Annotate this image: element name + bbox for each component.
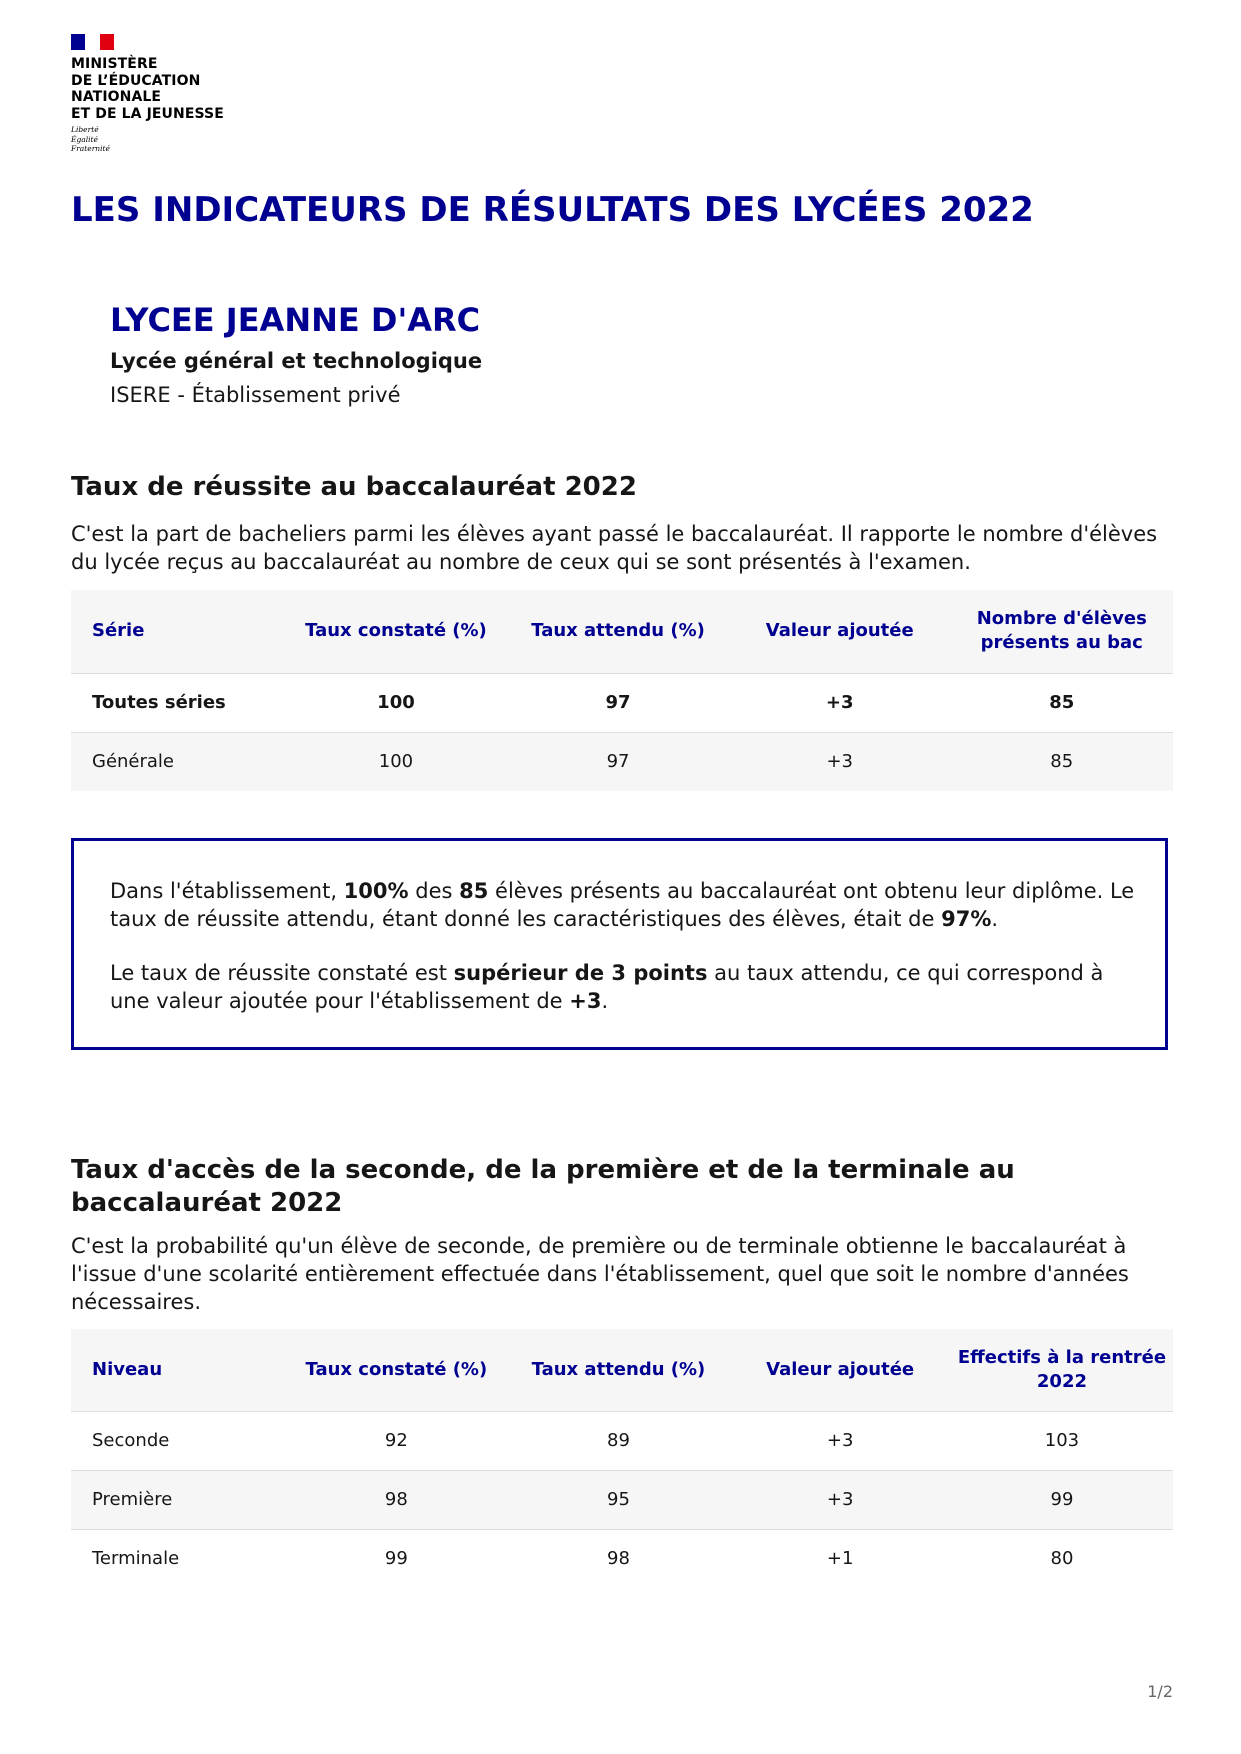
summary-text: Dans l'établissement, <box>110 879 344 903</box>
table-cell: 80 <box>951 1529 1173 1588</box>
summary-box <box>71 838 1168 1050</box>
ministry-line: DE L’ÉDUCATION <box>71 72 201 89</box>
republic-flag-logo <box>71 34 114 50</box>
section-title-acces: Taux d'accès de la seconde, de la première et de la terminale au baccalauréat 2022 <box>71 1155 1015 1218</box>
table-cell: 89 <box>508 1411 730 1470</box>
reussite-table <box>71 590 1173 791</box>
column-header: Valeur ajoutée <box>729 590 951 673</box>
table-cell: Toutes séries <box>71 673 285 732</box>
column-header: Taux attendu (%) <box>508 1329 730 1411</box>
table-cell: 95 <box>508 1470 730 1529</box>
motto-line: Fraternité <box>71 144 110 153</box>
column-header: Niveau <box>71 1329 285 1411</box>
table-cell: +3 <box>729 1411 951 1470</box>
column-header: Taux attendu (%) <box>507 590 729 673</box>
table-cell: 85 <box>951 673 1174 732</box>
column-header: Taux constaté (%) <box>285 590 507 673</box>
ministry-line: MINISTÈRE <box>71 56 158 72</box>
column-header: Valeur ajoutée <box>729 1329 951 1411</box>
flag-red-stripe <box>100 34 114 50</box>
summary-paragraph <box>110 959 1140 1015</box>
table-cell: Seconde <box>71 1411 285 1470</box>
table-cell: Terminale <box>71 1529 285 1588</box>
table-header-row <box>71 590 1173 673</box>
table-cell: +1 <box>729 1529 951 1588</box>
table-cell: 97 <box>507 732 729 791</box>
section-description-acces: C'est la probabilité qu'un élève de seconde, de première ou de terminale obtienne le baccalauréat à l'issue d'une scolarité entièrement effectuée dans l'établissement, quel que soit le nombre d'années nécessaires. <box>71 1234 1129 1314</box>
ministry-line: ET DE LA JEUNESSE <box>71 105 224 122</box>
table-row <box>71 1411 1173 1470</box>
summary-bold: 85 <box>459 879 489 903</box>
motto-line: Liberté <box>71 125 99 134</box>
table-row <box>71 732 1173 791</box>
table-cell: +3 <box>729 732 951 791</box>
column-header: Taux constaté (%) <box>285 1329 507 1411</box>
acces-table <box>71 1329 1173 1588</box>
section-description-reussite: C'est la part de bacheliers parmi les élèves ayant passé le baccalauréat. Il rapporte le nombre d'élèves du lycée reçus au baccalauréat au nombre de ceux qui se sont présentés à l'examen. <box>71 522 1158 574</box>
table-cell: Première <box>71 1470 285 1529</box>
summary-text: des <box>408 879 460 903</box>
summary-bold: +3 <box>569 989 602 1013</box>
summary-text: au taux attendu, ce qui correspond à une valeur ajoutée pour l'établissement de <box>110 961 1104 1013</box>
table-cell: 100 <box>285 673 507 732</box>
school-location: ISERE - Établissement privé <box>110 383 401 407</box>
table-row <box>71 673 1173 732</box>
summary-bold: 97% <box>941 907 992 931</box>
column-header: Nombre d'élèves présents au bac <box>951 590 1174 673</box>
table-cell: 103 <box>951 1411 1173 1470</box>
summary-bold: 100% <box>343 879 409 903</box>
summary-bold: supérieur de 3 points <box>453 961 708 985</box>
table-cell: 85 <box>951 732 1174 791</box>
summary-text: élèves présents au baccalauréat ont obtenu leur diplôme. Le taux de réussite attendu, étant donné les caractéristiques des élèves, était de <box>110 879 1135 931</box>
republic-motto <box>71 125 110 154</box>
summary-text: . <box>601 989 609 1013</box>
ministry-name <box>71 56 271 122</box>
summary-paragraph <box>110 877 1140 933</box>
column-header: Série <box>71 590 285 673</box>
table-cell: 100 <box>285 732 507 791</box>
ministry-line: NATIONALE <box>71 89 162 105</box>
table-cell: Générale <box>71 732 285 791</box>
section-title-reussite: Taux de réussite au baccalauréat 2022 <box>71 472 637 502</box>
table-cell: +3 <box>729 1470 951 1529</box>
flag-blue-stripe <box>71 34 85 50</box>
page-title: LES INDICATEURS DE RÉSULTATS DES LYCÉES 2022 <box>71 190 1034 230</box>
table-cell: +3 <box>729 673 951 732</box>
table-row <box>71 1529 1173 1588</box>
summary-text: Le taux de réussite constaté est <box>110 961 454 985</box>
column-header: Effectifs à la rentrée 2022 <box>951 1329 1173 1411</box>
school-type: Lycée général et technologique <box>110 349 483 373</box>
table-header-row <box>71 1329 1173 1411</box>
table-cell: 98 <box>508 1529 730 1588</box>
table-cell: 92 <box>285 1411 507 1470</box>
table-cell: 97 <box>507 673 729 732</box>
table-cell: 98 <box>285 1470 507 1529</box>
table-cell: 99 <box>951 1470 1173 1529</box>
flag-white-stripe <box>85 34 99 50</box>
motto-line: Égalité <box>71 134 98 144</box>
table-row <box>71 1470 1173 1529</box>
summary-text: . <box>991 907 999 931</box>
table-cell: 99 <box>285 1529 507 1588</box>
school-name: LYCEE JEANNE D'ARC <box>110 301 481 339</box>
page-number: 1/2 <box>1147 1682 1173 1701</box>
